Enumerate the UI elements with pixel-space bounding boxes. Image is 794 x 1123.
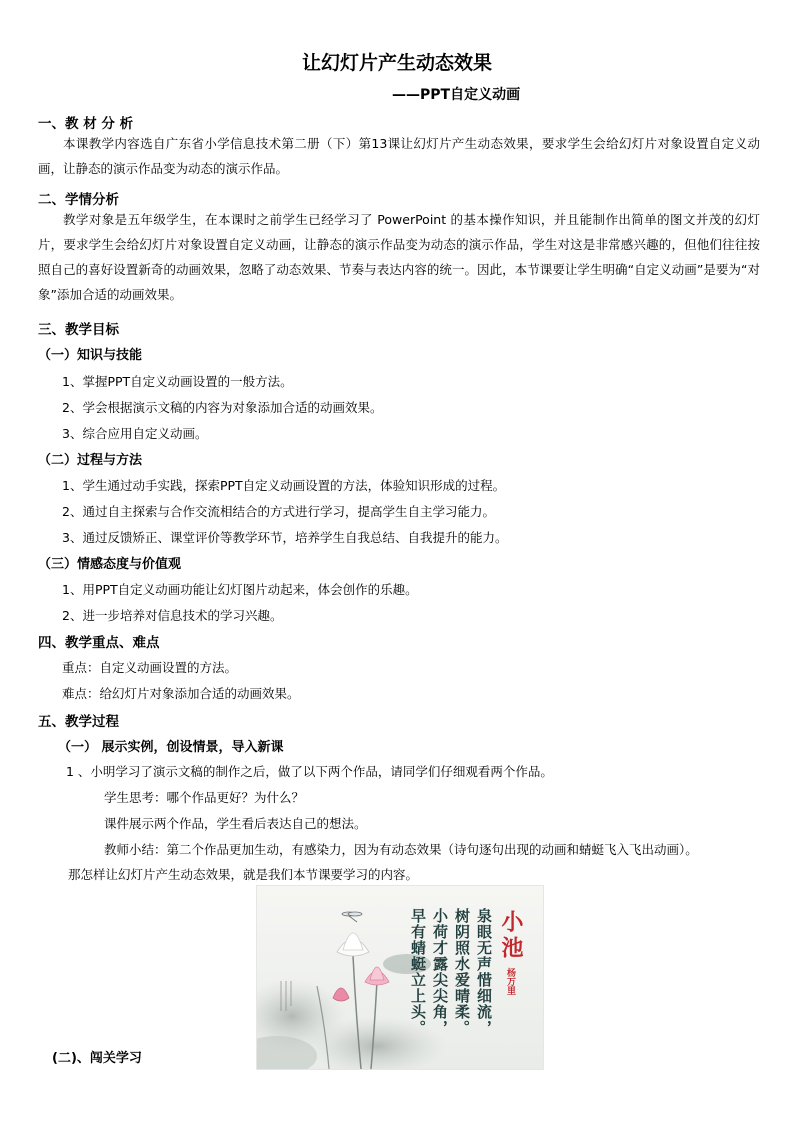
poem-line: 树阴照水爱晴柔。 [453, 908, 471, 1036]
section-heading-2: 二、学情分析 [38, 192, 119, 208]
section-heading-4: 四、教学重点、难点 [38, 635, 160, 651]
subsection-heading-intro: （一） 展示实例，创设情景，导入新课 [58, 740, 284, 755]
section-heading-1: 一、教 材 分 析 [38, 116, 134, 132]
poem-slide-image [256, 885, 544, 1070]
lead-in-sentence: 那怎样让幻灯片产生动态效果，就是我们本节课要学习的内容。 [68, 867, 419, 882]
poem-author: 杨万里 [505, 968, 515, 995]
section-heading-3: 三、教学目标 [38, 322, 119, 338]
poem-title: 小池 [498, 910, 524, 962]
poem-line: 泉眼无声惜细流， [475, 908, 493, 1036]
list-item: 2、通过自主探索与合作交流相结合的方式进行学习，提高学生自主学习能力。 [62, 504, 495, 519]
poem-text-area [397, 908, 539, 1058]
list-item: 2、学会根据演示文稿的内容为对象添加合适的动画效果。 [62, 400, 383, 415]
poem-line: 早有蜻蜓立上头。 [409, 908, 427, 1036]
list-item: 1、掌握PPT自定义动画设置的一般方法。 [62, 374, 293, 389]
courseware-show: 课件展示两个作品，学生看后表达自己的想法。 [104, 816, 367, 831]
poem-line: 小荷才露尖尖角， [431, 908, 449, 1036]
teacher-summary: 教师小结：第二个作品更加生动，有感染力，因为有动态效果（诗句逐句出现的动画和蜻蜓飞入飞出动画）。 [104, 842, 698, 857]
subsection-heading-knowledge: （一）知识与技能 [38, 348, 143, 363]
list-item: 2、进一步培养对信息技术的学习兴趣。 [62, 608, 283, 623]
section-1-paragraph: 本课教学内容选自广东省小学信息技术第二册（下）第13课让幻灯片产生动态效果，要求学生会给幻灯片对象设置自定义动画，让静态的演示作品变为动态的演示作品。 [38, 136, 760, 176]
subsection-heading-process: （二）过程与方法 [38, 453, 143, 468]
list-item: 1、用PPT自定义动画功能让幻灯图片动起来，体会创作的乐趣。 [62, 582, 418, 597]
subsection-heading-challenge: (二)、闯关学习 [52, 1051, 142, 1066]
list-item: 3、通过反馈矫正、课堂评价等教学环节，培养学生自我总结、自我提升的能力。 [62, 530, 508, 545]
doc-title: 让幻灯片产生动态效果 [301, 52, 492, 74]
list-item: 1、学生通过动手实践，探索PPT自定义动画设置的方法，体验知识形成的过程。 [62, 478, 506, 493]
list-item: 3、综合应用自定义动画。 [62, 426, 208, 441]
section-heading-5: 五、教学过程 [38, 714, 119, 730]
step-item: 1 、小明学习了演示文稿的制作之后，做了以下两个作品，请同学们仔细观看两个作品。 [66, 764, 553, 779]
section-2-paragraph: 教学对象是五年级学生，在本课时之前学生已经学习了 PowerPoint 的基本操作知识，并且能制作出简单的图文并茂的幻灯片，要求学生会给幻灯片对象设置自定义动画，让静态的演示作品变为动态的演示作品，学生对这是非常感兴趣的，但他们往往按照自己的喜好设置新奇的动画效果，忽略了动态效果、节奏与表达内容的统一。因此，本节课要让学生明确“自定义动画”是要为“对象”添加合适的动画效果。 [38, 212, 760, 302]
doc-subtitle: ——PPT自定义动画 [392, 87, 521, 103]
difficult-point: 难点：给幻灯片对象添加合适的动画效果。 [62, 686, 300, 701]
subsection-heading-attitude: （三）情感态度与价值观 [38, 557, 182, 572]
key-point: 重点：自定义动画设置的方法。 [62, 660, 238, 675]
student-question: 学生思考：哪个作品更好？为什么？ [104, 790, 305, 805]
